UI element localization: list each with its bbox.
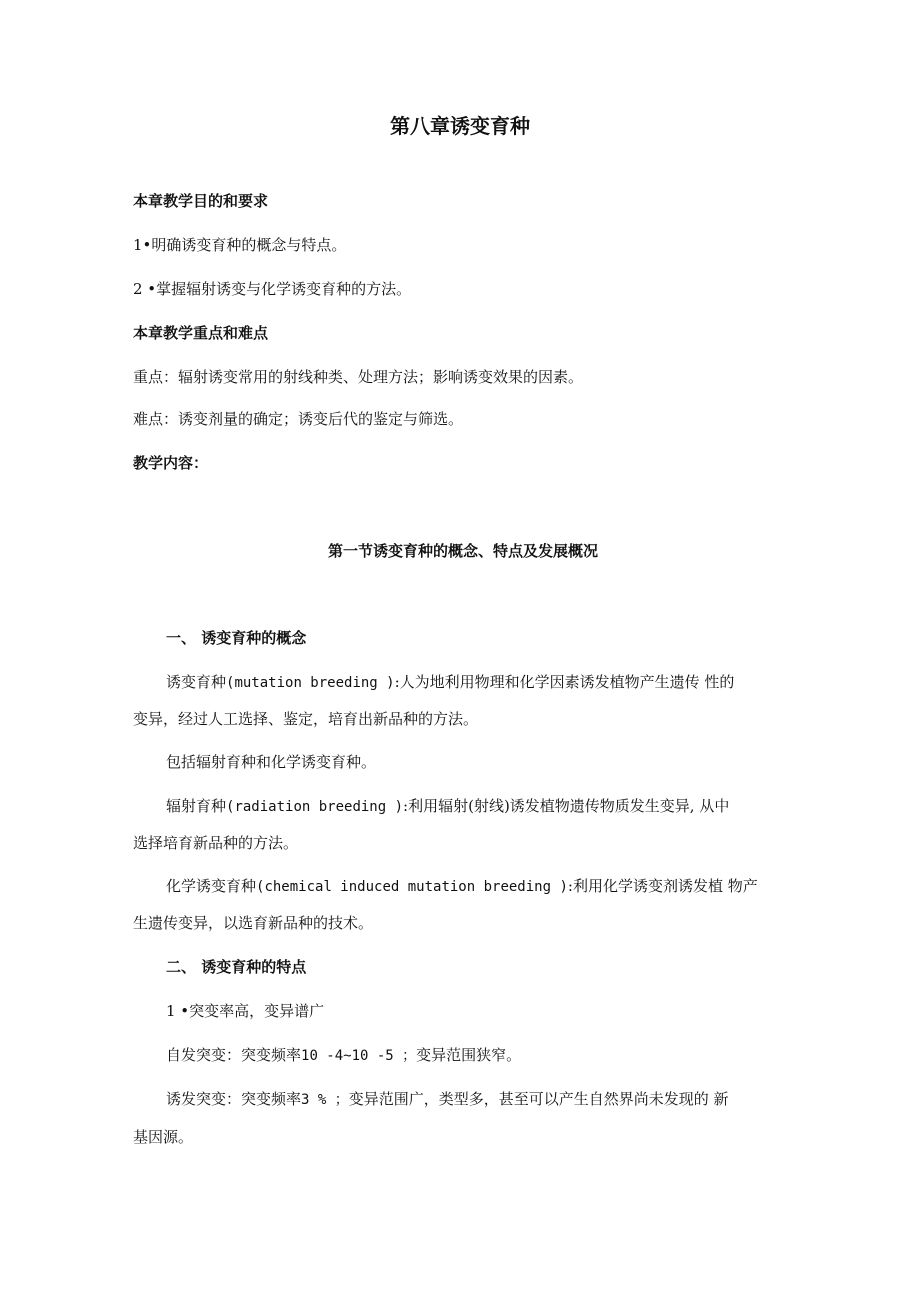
- feature-point-1: 1 •突变率高，变异谱广: [166, 1002, 325, 1020]
- spontaneous-rest: 变异范围狭窄。: [416, 1046, 522, 1064]
- content-heading: 教学内容：: [133, 454, 209, 472]
- radiation-breeding-definition: [166, 796, 729, 817]
- chemical-breeding-english: (chemical induced mutation breeding ): [256, 879, 568, 895]
- induced-mutation-text-cont: 基因源。: [133, 1128, 194, 1146]
- radiation-breeding-definition-cont: 选择培育新品种的方法。: [133, 834, 299, 852]
- spontaneous-mutation-text: [166, 1045, 521, 1066]
- chemical-breeding-definition-text: :利用化学诱变剂诱发植 物产: [567, 877, 758, 895]
- mutation-breeding-english: (mutation breeding ): [226, 675, 395, 691]
- chemical-breeding-definition-cont: 生遗传变异，以选育新品种的技术。: [133, 914, 374, 932]
- induced-mutation-text: [166, 1089, 729, 1110]
- radiation-breeding-term: 辐射育种: [166, 797, 227, 815]
- mutation-breeding-definition-cont: 变异，经过人工选择、鉴定，培育出新品种的方法。: [133, 710, 479, 728]
- focus-text: 重点：辐射诱变常用的射线种类、处理方法；影响诱变效果的因素。: [133, 368, 584, 386]
- key-points-heading: 本章教学重点和难点: [133, 324, 269, 342]
- concept-heading: 一、 诱变育种的概念: [166, 629, 307, 647]
- spontaneous-frequency-value: 10 -4~10 -5 ；: [301, 1048, 417, 1064]
- radiation-breeding-definition-text: :利用辐射(射线)诱发植物遗传物质发生变异, 从中: [403, 797, 730, 815]
- induced-frequency-value: 3 % ；: [301, 1092, 349, 1108]
- spontaneous-label: 自发突变：突变频率: [166, 1046, 302, 1064]
- difficulty-text: 难点：诱变剂量的确定；诱变后代的鉴定与筛选。: [133, 410, 464, 428]
- includes-text: 包括辐射育种和化学诱变育种。: [166, 753, 377, 771]
- section-1-title: 第一节诱变育种的概念、特点及发展概况: [327, 542, 598, 560]
- radiation-breeding-english: (radiation breeding ): [226, 799, 404, 815]
- objective-item-2: 2 •掌握辐射诱变与化学诱变育种的方法。: [133, 280, 412, 298]
- induced-rest: 变异范围广，类型多，甚至可以产生自然界尚未发现的 新: [348, 1090, 729, 1108]
- objective-item-1: 1•明确诱变育种的概念与特点。: [133, 236, 347, 254]
- mutation-breeding-definition: [166, 672, 734, 693]
- chemical-breeding-term: 化学诱变育种: [166, 877, 257, 895]
- chapter-title: 第八章诱变育种: [390, 114, 530, 138]
- mutation-breeding-term: 诱变育种: [166, 673, 227, 691]
- mutation-breeding-definition-text: :人为地利用物理和化学因素诱发植物产生遗传 性的: [394, 673, 735, 691]
- features-heading: 二、 诱变育种的特点: [166, 958, 307, 976]
- chemical-breeding-definition: [166, 876, 758, 897]
- induced-label: 诱发突变：突变频率: [166, 1090, 302, 1108]
- objectives-heading: 本章教学目的和要求: [133, 192, 269, 210]
